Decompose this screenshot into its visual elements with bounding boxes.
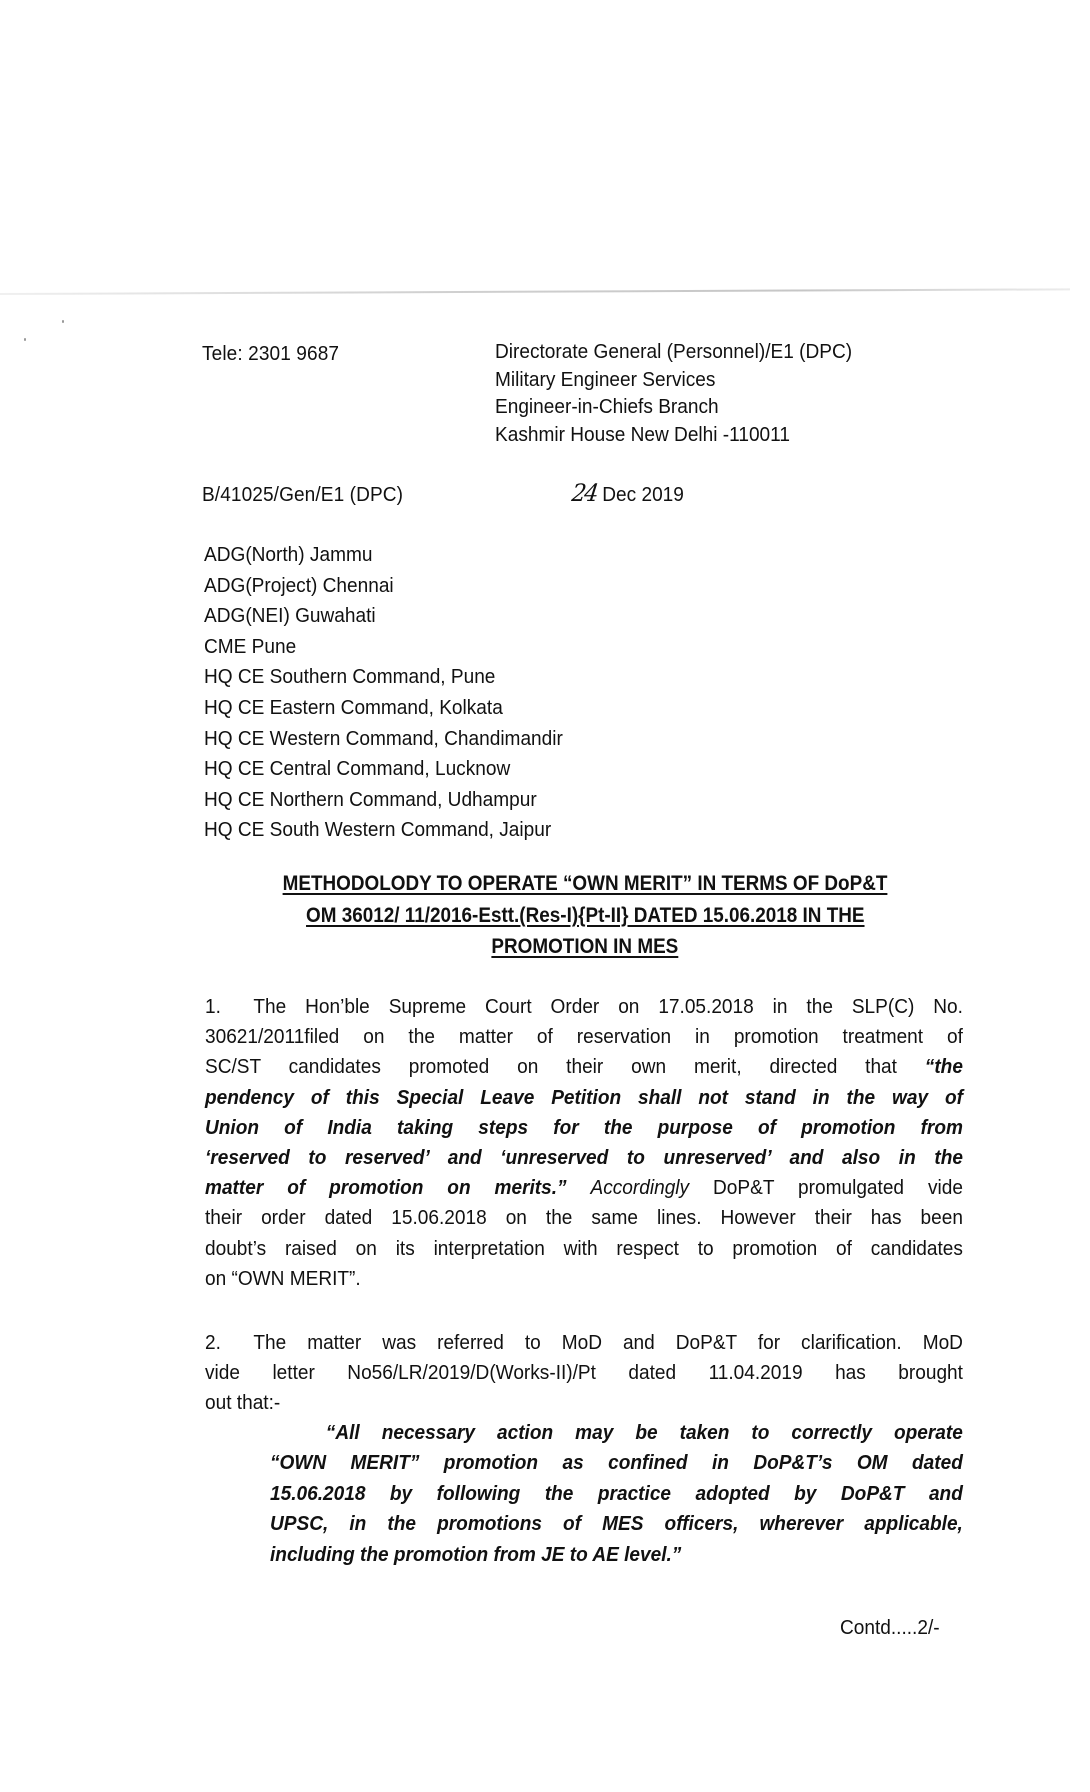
recipient-item: HQ CE South Western Command, Jaipur [204,818,552,842]
recipient-list [204,540,563,846]
paragraph-2 [205,1328,963,1419]
subject-heading [190,868,980,963]
recipient-item: ADG(Project) Chennai [204,573,394,597]
recipient-item: ADG(NEI) Guwahati [204,604,376,628]
paragraph-text: The Hon’ble Supreme Court Order on 17.05.2018 in the SLP(C) No. [253,995,963,1018]
scan-artifact-line [0,288,1070,295]
quote-line: 15.06.2018 by following the practice adopted by DoP&T and [270,1481,963,1505]
paragraph-number: 1. [205,995,221,1018]
court-quote-text: matter of promotion on merits.” [205,1176,567,1200]
continued-marker: Contd.....2/- [840,1616,940,1639]
date-month-year: Dec 2019 [602,483,684,506]
reference-number: B/41025/Gen/E1 (DPC) [202,483,404,506]
paragraph-number: 2. [205,1331,221,1354]
address-line-branch: Engineer-in-Chiefs Branch [495,395,719,418]
recipient-item: HQ CE Western Command, Chandimandir [204,726,563,750]
court-quote-text: Union of India taking steps for the purpose of promotion from [205,1115,963,1139]
paragraph-text-italic: Accordingly [590,1176,690,1200]
address-line-location: Kashmir House New Delhi -110011 [495,422,790,446]
recipient-item: CME Pune [204,634,297,658]
paragraph-text: their order dated 15.06.2018 on the same lines. However their has been [205,1206,963,1230]
paragraph-text: The matter was referred to MoD and DoP&T for clarification. MoD [253,1331,963,1354]
paragraph-1 [205,992,963,1294]
paragraph-text: SC/ST candidates promoted on their own merit, directed that [205,1055,897,1079]
recipient-item: HQ CE Northern Command, Udhampur [204,787,537,811]
scan-speck [62,320,64,323]
paragraph-text: 30621/2011filed on the matter of reservation in promotion treatment of [205,1025,963,1049]
sender-address-block [495,338,852,448]
quote-line: “OWN MERIT” promotion as confined in DoP&T’s OM dated [270,1451,963,1475]
telephone-number: Tele: 2301 9687 [202,342,340,365]
paragraph-text: out that:- [205,1391,281,1415]
court-quote-text: ‘reserved to reserved’ and ‘unreserved to unreserved’ and also in the [205,1146,963,1170]
paragraph-text: DoP&T promulgated vide [713,1176,963,1200]
recipient-item: ADG(North) Jammu [204,543,373,566]
subject-line-2: OM 36012/ 11/2016-Estt.(Res-I){Pt-II} DATED 15.06.2018 IN THE [305,903,865,927]
recipient-item: HQ CE Southern Command, Pune [204,665,496,689]
paragraph-text: doubt’s raised on its interpretation with respect to promotion of candidates [205,1236,963,1260]
mod-quote-block [270,1418,963,1570]
recipient-item: HQ CE Central Command, Lucknow [204,757,511,781]
handwritten-day: 24 [570,479,599,507]
subject-line-3: PROMOTION IN MES [491,935,679,958]
address-line-organisation: Military Engineer Services [495,367,716,391]
letter-date [572,480,684,508]
recipient-item: HQ CE Eastern Command, Kolkata [204,695,503,719]
quote-line: UPSC, in the promotions of MES officers, wherever applicable, [270,1512,963,1536]
court-quote-text: pendency of this Special Leave Petition shall not stand in the way of [205,1085,963,1109]
subject-line-1: METHODOLODY TO OPERATE “OWN MERIT” IN TERMS OF DoP&T [282,872,888,895]
quote-line: including the promotion from JE to AE level.” [270,1542,682,1566]
paragraph-text: on “OWN MERIT”. [205,1266,361,1290]
court-quote-text: “the [924,1055,963,1079]
address-line-directorate: Directorate General (Personnel)/E1 (DPC) [495,340,853,363]
quote-line: “All necessary action may be taken to correctly operate [325,1421,963,1444]
scan-speck [24,338,26,341]
paragraph-text: vide letter No56/LR/2019/D(Works-II)/Pt dated 11.04.2019 has brought [205,1361,963,1385]
